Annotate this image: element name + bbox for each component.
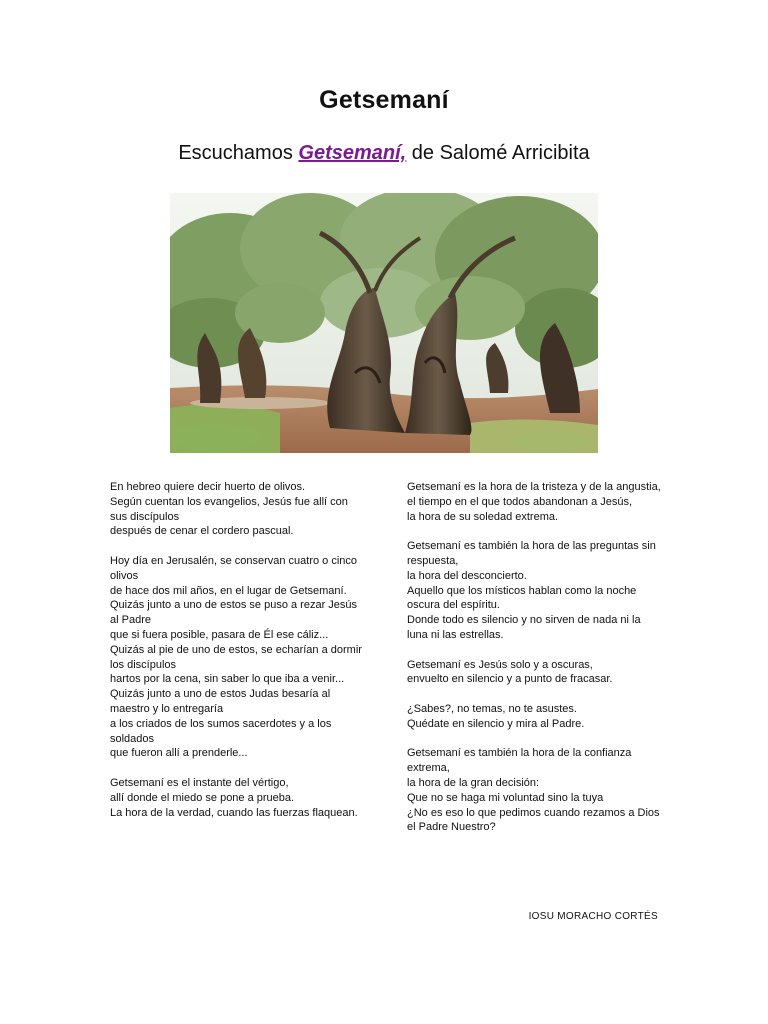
poem-line: Getsemaní es el instante del vértigo, [110,776,289,789]
poem-line: a los criados de los sumos sacerdotes y a los soldados [110,717,332,745]
poem-line: Quédate en silencio y mira al Padre. [407,717,585,730]
poem-line: Quizás al pie de uno de estos, se echarían a dormir los discípulos [110,643,362,671]
page-title: Getsemaní [319,86,449,114]
poem-line: el Padre Nuestro? [407,821,496,834]
stanza [407,658,663,688]
poem-line: de hace dos mil años, en el lugar de Getsemaní. [110,584,347,597]
poem-line: el tiempo en el que todos abandonan a Jesús, [407,495,633,508]
author-signature: IOSU MORACHO CORTÉS [528,911,658,922]
stanza [407,746,663,835]
poem-line: Quizás junto a uno de estos Judas besaría al maestro y lo entregaría [110,688,331,715]
poem-line: que si fuera posible, pasara de Él ese cáliz... [110,628,329,641]
poem-line: que fueron allí a prenderle... [110,747,248,760]
poem-line: después de cenar el cordero pascual. [110,525,294,538]
poem-line: allí donde el miedo se pone a prueba. [110,791,295,804]
poem-line: ¿No es eso lo que pedimos cuando rezamos a Dios [407,806,660,819]
poem-line: La hora de la verdad, cuando las fuerzas flaquean. [110,806,358,819]
stanza [407,702,663,732]
poem-line: En hebreo quiere decir huerto de olivos. [110,481,306,493]
poem-line: hartos por la cena, sin saber lo que iba a venir... [110,673,345,686]
stanza [407,539,663,643]
poem-line: Aquello que los místicos hablan como la noche oscura del espíritu. [407,584,637,612]
poem-line: envuelto en silencio y a punto de fracasar. [407,673,613,686]
poem-line: Hoy día en Jerusalén, se conservan cuatro o cinco olivos [110,554,358,582]
poem-line: Que no se haga mi voluntad sino la tuya [407,791,604,804]
subtitle-suffix: de Salomé Arricibita [406,142,590,164]
subtitle [0,142,768,165]
poem-line: Getsemaní es Jesús solo y a oscuras, [407,658,593,671]
poem-line: Según cuentan los evangelios, Jesús fue allí con sus discípulos [110,495,348,523]
subtitle-prefix: Escuchamos [178,142,299,164]
olive-trees-illustration [170,193,598,453]
poem-line: ¿Sabes?, no temas, no te asustes. [407,702,577,715]
poem-line: Getsemaní es la hora de la tristeza y de la angustia, [407,481,661,493]
poem-line: Donde todo es silencio y no sirven de nada ni la luna ni las estrellas. [407,614,641,641]
poem-line: Quizás junto a uno de estos se puso a rezar Jesús al Padre [110,599,358,627]
olive-trees-photo [170,193,598,453]
poem-line: la hora de su soledad extrema. [407,510,559,523]
stanza [110,480,366,539]
poem-line: la hora de la gran decisión: [407,776,540,789]
poem-line: Getsemaní es también la hora de las preguntas sin respuesta, [407,540,656,567]
stanza [110,776,366,820]
stanza [110,554,366,761]
song-link[interactable]: Getsemaní, [298,142,407,164]
poem-line: la hora del desconcierto. [407,569,527,582]
poem-line: Getsemaní es también la hora de la confianza extrema, [407,747,632,775]
left-column [110,480,366,835]
right-column [407,480,663,850]
stanza [407,480,663,524]
